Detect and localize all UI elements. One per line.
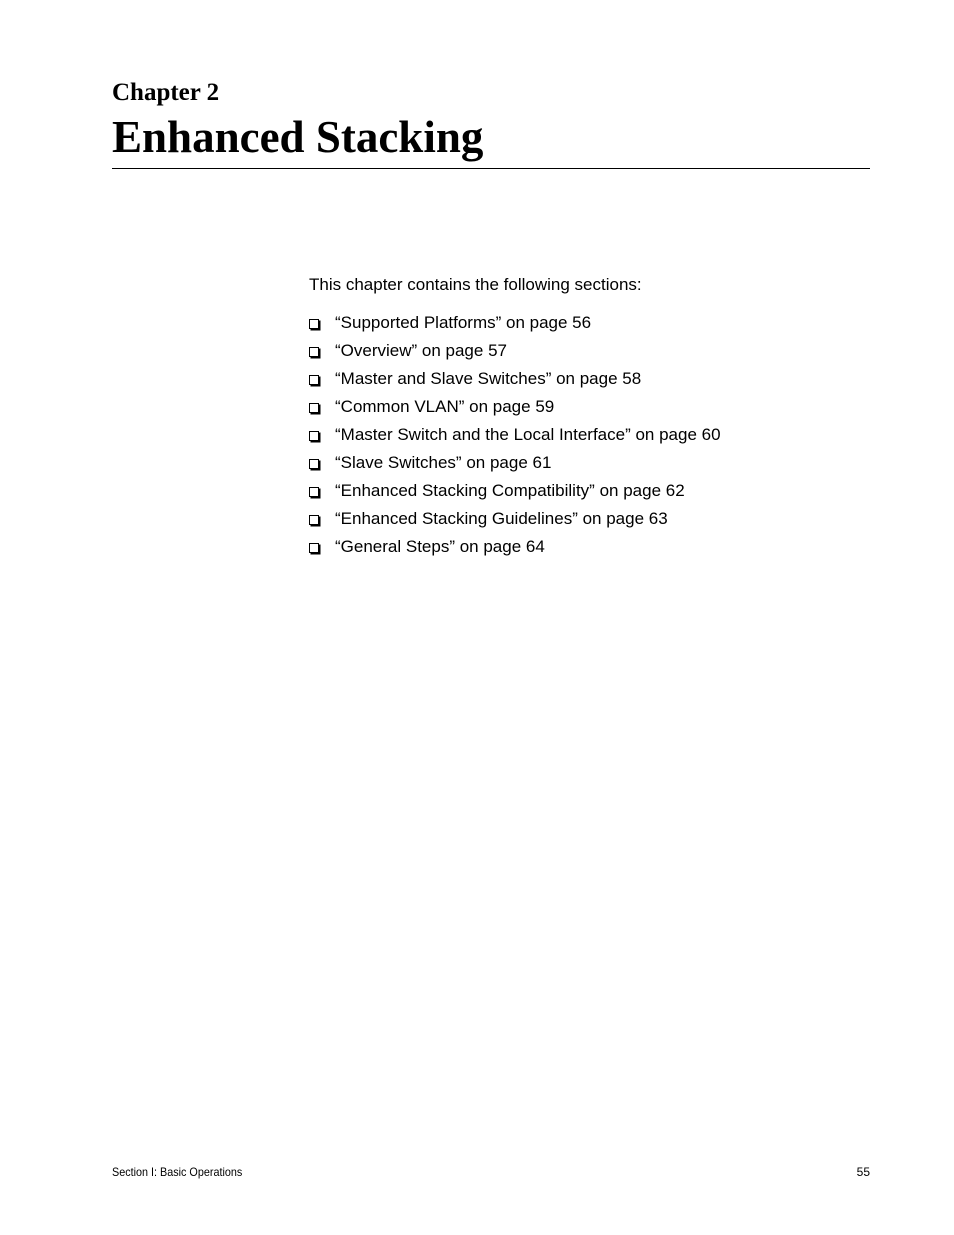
section-link-enhanced-stacking-guidelines[interactable] bbox=[309, 508, 721, 536]
checkbox-bullet-icon bbox=[309, 515, 319, 525]
checkbox-bullet-icon bbox=[309, 543, 319, 553]
title-divider bbox=[112, 168, 870, 169]
checkbox-bullet-icon bbox=[309, 319, 319, 329]
section-link-label[interactable]: “Enhanced Stacking Compatibility” on page 62 bbox=[335, 481, 685, 500]
section-link-common-vlan[interactable] bbox=[309, 396, 721, 424]
section-link-label[interactable]: “Overview” on page 57 bbox=[335, 341, 507, 360]
footer-section-name: Section I: Basic Operations bbox=[112, 1165, 243, 1179]
section-link-master-and-slave-switches[interactable] bbox=[309, 368, 721, 396]
section-link-label[interactable]: “Slave Switches” on page 61 bbox=[335, 453, 552, 472]
section-link-overview[interactable] bbox=[309, 340, 721, 368]
footer-page-number: 55 bbox=[856, 1165, 870, 1179]
intro-text: This chapter contains the following sections: bbox=[309, 275, 642, 294]
section-link-enhanced-stacking-compatibility[interactable] bbox=[309, 480, 721, 508]
section-link-general-steps[interactable] bbox=[309, 536, 721, 564]
checkbox-bullet-icon bbox=[309, 375, 319, 385]
section-link-master-switch-local-interface[interactable] bbox=[309, 424, 721, 452]
checkbox-bullet-icon bbox=[309, 459, 319, 469]
section-link-label[interactable]: “Enhanced Stacking Guidelines” on page 63 bbox=[335, 509, 668, 528]
checkbox-bullet-icon bbox=[309, 431, 319, 441]
section-link-label[interactable]: “Master Switch and the Local Interface” on page 60 bbox=[335, 425, 721, 444]
section-link-label[interactable]: “Common VLAN” on page 59 bbox=[335, 397, 555, 416]
checkbox-bullet-icon bbox=[309, 347, 319, 357]
section-link-label[interactable]: “Master and Slave Switches” on page 58 bbox=[335, 369, 642, 388]
chapter-label: Chapter 2 bbox=[112, 79, 220, 106]
checkbox-bullet-icon bbox=[309, 487, 319, 497]
section-link-supported-platforms[interactable] bbox=[309, 312, 721, 340]
section-list bbox=[309, 312, 721, 564]
chapter-title: Enhanced Stacking bbox=[112, 112, 484, 162]
section-link-slave-switches[interactable] bbox=[309, 452, 721, 480]
checkbox-bullet-icon bbox=[309, 403, 319, 413]
section-link-label[interactable]: “Supported Platforms” on page 56 bbox=[335, 313, 592, 332]
section-link-label[interactable]: “General Steps” on page 64 bbox=[335, 537, 545, 556]
